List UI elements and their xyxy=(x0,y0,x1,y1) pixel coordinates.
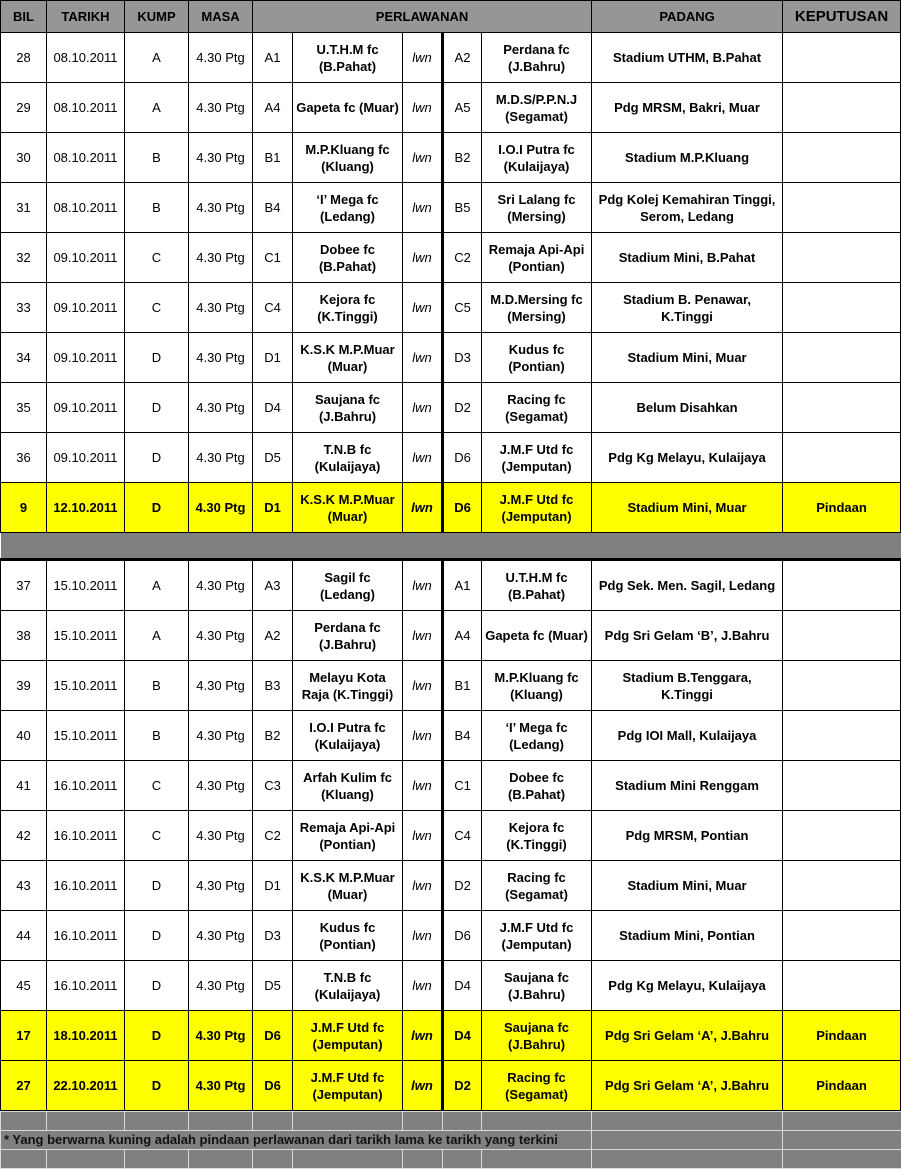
table-row xyxy=(1,711,901,761)
group-cell: C xyxy=(125,233,189,283)
result-cell: Pindaan xyxy=(783,483,901,533)
date-cell: 18.10.2011 xyxy=(47,1011,125,1061)
away-code-cell: C2 xyxy=(443,233,482,283)
versus-cell: lwn xyxy=(403,560,443,611)
table-row xyxy=(1,560,901,611)
away-code-cell: D2 xyxy=(443,383,482,433)
versus-cell: lwn xyxy=(403,33,443,83)
home-team-cell: Melayu Kota Raja (K.Tinggi) xyxy=(293,661,403,711)
home-team-cell: Saujana fc (J.Bahru) xyxy=(293,383,403,433)
group-cell: A xyxy=(125,611,189,661)
table-row xyxy=(1,233,901,283)
away-code-cell: A5 xyxy=(443,83,482,133)
result-cell xyxy=(783,283,901,333)
venue-cell: Pdg Sri Gelam ‘A’, J.Bahru xyxy=(592,1061,783,1111)
home-team-cell: Remaja Api-Api (Pontian) xyxy=(293,811,403,861)
away-code-cell: B4 xyxy=(443,711,482,761)
venue-cell: Pdg Kg Melayu, Kulaijaya xyxy=(592,433,783,483)
time-cell: 4.30 Ptg xyxy=(189,433,253,483)
away-team-cell: J.M.F Utd fc (Jemputan) xyxy=(482,433,592,483)
footer-table xyxy=(0,1111,901,1169)
venue-cell: Pdg IOI Mall, Kulaijaya xyxy=(592,711,783,761)
bil-cell: 31 xyxy=(1,183,47,233)
time-cell: 4.30 Ptg xyxy=(189,1061,253,1111)
home-team-cell: K.S.K M.P.Muar (Muar) xyxy=(293,483,403,533)
home-code-cell: D1 xyxy=(253,333,293,383)
table-row xyxy=(1,811,901,861)
bil-cell: 42 xyxy=(1,811,47,861)
group-cell: B xyxy=(125,661,189,711)
table-row xyxy=(1,761,901,811)
bil-cell: 40 xyxy=(1,711,47,761)
time-cell: 4.30 Ptg xyxy=(189,333,253,383)
result-cell xyxy=(783,861,901,911)
time-cell: 4.30 Ptg xyxy=(189,961,253,1011)
home-team-cell: J.M.F Utd fc (Jemputan) xyxy=(293,1011,403,1061)
bil-cell: 39 xyxy=(1,661,47,711)
table-row xyxy=(1,661,901,711)
away-code-cell: D4 xyxy=(443,1011,482,1061)
away-team-cell: Sri Lalang fc (Mersing) xyxy=(482,183,592,233)
group-cell: D xyxy=(125,433,189,483)
date-cell: 16.10.2011 xyxy=(47,761,125,811)
away-code-cell: D6 xyxy=(443,911,482,961)
table-row xyxy=(1,961,901,1011)
venue-cell: Pdg Kg Melayu, Kulaijaya xyxy=(592,961,783,1011)
away-code-cell: B5 xyxy=(443,183,482,233)
col-bil: BIL xyxy=(1,1,47,33)
date-cell: 09.10.2011 xyxy=(47,333,125,383)
home-team-cell: U.T.H.M fc (B.Pahat) xyxy=(293,33,403,83)
group-cell: D xyxy=(125,383,189,433)
home-code-cell: B3 xyxy=(253,661,293,711)
away-team-cell: Perdana fc (J.Bahru) xyxy=(482,33,592,83)
table-row xyxy=(1,1061,901,1111)
home-code-cell: B4 xyxy=(253,183,293,233)
versus-cell: lwn xyxy=(403,811,443,861)
table-row xyxy=(1,1011,901,1061)
venue-cell: Pdg MRSM, Bakri, Muar xyxy=(592,83,783,133)
separator xyxy=(1,533,901,560)
result-cell: Pindaan xyxy=(783,1011,901,1061)
home-code-cell: D6 xyxy=(253,1061,293,1111)
time-cell: 4.30 Ptg xyxy=(189,483,253,533)
home-team-cell: ‘I’ Mega fc (Ledang) xyxy=(293,183,403,233)
away-code-cell: D2 xyxy=(443,861,482,911)
date-cell: 15.10.2011 xyxy=(47,611,125,661)
result-cell xyxy=(783,383,901,433)
result-cell xyxy=(783,83,901,133)
date-cell: 22.10.2011 xyxy=(47,1061,125,1111)
venue-cell: Stadium Mini, Muar xyxy=(592,333,783,383)
bil-cell: 36 xyxy=(1,433,47,483)
result-cell xyxy=(783,433,901,483)
date-cell: 16.10.2011 xyxy=(47,861,125,911)
table-row xyxy=(1,383,901,433)
group-cell: A xyxy=(125,560,189,611)
venue-cell: Pdg Sri Gelam ‘B’, J.Bahru xyxy=(592,611,783,661)
away-team-cell: Saujana fc (J.Bahru) xyxy=(482,961,592,1011)
result-cell: Pindaan xyxy=(783,1061,901,1111)
group-cell: B xyxy=(125,711,189,761)
col-masa: MASA xyxy=(189,1,253,33)
home-code-cell: A4 xyxy=(253,83,293,133)
bil-cell: 27 xyxy=(1,1061,47,1111)
home-team-cell: I.O.I Putra fc (Kulaijaya) xyxy=(293,711,403,761)
venue-cell: Stadium B.Tenggara, K.Tinggi xyxy=(592,661,783,711)
home-code-cell: D5 xyxy=(253,433,293,483)
away-code-cell: C1 xyxy=(443,761,482,811)
date-cell: 16.10.2011 xyxy=(47,811,125,861)
versus-cell: lwn xyxy=(403,183,443,233)
home-team-cell: Kejora fc (K.Tinggi) xyxy=(293,283,403,333)
result-cell xyxy=(783,133,901,183)
date-cell: 16.10.2011 xyxy=(47,911,125,961)
away-team-cell: I.O.I Putra fc (Kulaijaya) xyxy=(482,133,592,183)
time-cell: 4.30 Ptg xyxy=(189,711,253,761)
home-team-cell: T.N.B fc (Kulaijaya) xyxy=(293,961,403,1011)
time-cell: 4.30 Ptg xyxy=(189,611,253,661)
table-row xyxy=(1,483,901,533)
table-row xyxy=(1,611,901,661)
away-team-cell: J.M.F Utd fc (Jemputan) xyxy=(482,483,592,533)
group-cell: D xyxy=(125,1061,189,1111)
time-cell: 4.30 Ptg xyxy=(189,861,253,911)
home-code-cell: D1 xyxy=(253,483,293,533)
result-cell xyxy=(783,33,901,83)
time-cell: 4.30 Ptg xyxy=(189,33,253,83)
result-cell xyxy=(783,560,901,611)
result-cell xyxy=(783,233,901,283)
home-team-cell: K.S.K M.P.Muar (Muar) xyxy=(293,333,403,383)
date-cell: 15.10.2011 xyxy=(47,560,125,611)
bil-cell: 43 xyxy=(1,861,47,911)
versus-cell: lwn xyxy=(403,911,443,961)
versus-cell: lwn xyxy=(403,283,443,333)
time-cell: 4.30 Ptg xyxy=(189,560,253,611)
venue-cell: Stadium Mini, Muar xyxy=(592,483,783,533)
away-team-cell: Racing fc (Segamat) xyxy=(482,861,592,911)
date-cell: 16.10.2011 xyxy=(47,961,125,1011)
versus-cell: lwn xyxy=(403,483,443,533)
section-1 xyxy=(1,33,901,533)
versus-cell: lwn xyxy=(403,861,443,911)
bil-cell: 28 xyxy=(1,33,47,83)
away-team-cell: ‘I’ Mega fc (Ledang) xyxy=(482,711,592,761)
versus-cell: lwn xyxy=(403,711,443,761)
venue-cell: Stadium Mini, B.Pahat xyxy=(592,233,783,283)
date-cell: 09.10.2011 xyxy=(47,233,125,283)
versus-cell: lwn xyxy=(403,433,443,483)
bil-cell: 34 xyxy=(1,333,47,383)
col-kump: KUMP xyxy=(125,1,189,33)
group-cell: A xyxy=(125,83,189,133)
section-2 xyxy=(1,560,901,1111)
versus-cell: lwn xyxy=(403,1011,443,1061)
versus-cell: lwn xyxy=(403,333,443,383)
away-team-cell: Kejora fc (K.Tinggi) xyxy=(482,811,592,861)
date-cell: 08.10.2011 xyxy=(47,183,125,233)
away-team-cell: Racing fc (Segamat) xyxy=(482,383,592,433)
away-team-cell: Remaja Api-Api (Pontian) xyxy=(482,233,592,283)
versus-cell: lwn xyxy=(403,661,443,711)
bil-cell: 37 xyxy=(1,560,47,611)
versus-cell: lwn xyxy=(403,961,443,1011)
result-cell xyxy=(783,661,901,711)
versus-cell: lwn xyxy=(403,1061,443,1111)
away-code-cell: B1 xyxy=(443,661,482,711)
venue-cell: Stadium Mini, Pontian xyxy=(592,911,783,961)
away-team-cell: U.T.H.M fc (B.Pahat) xyxy=(482,560,592,611)
time-cell: 4.30 Ptg xyxy=(189,761,253,811)
time-cell: 4.30 Ptg xyxy=(189,283,253,333)
home-team-cell: Dobee fc (B.Pahat) xyxy=(293,233,403,283)
table-row xyxy=(1,183,901,233)
versus-cell: lwn xyxy=(403,83,443,133)
away-code-cell: A1 xyxy=(443,560,482,611)
time-cell: 4.30 Ptg xyxy=(189,233,253,283)
group-cell: C xyxy=(125,283,189,333)
date-cell: 15.10.2011 xyxy=(47,711,125,761)
table-row xyxy=(1,433,901,483)
group-cell: D xyxy=(125,1011,189,1061)
away-code-cell: A4 xyxy=(443,611,482,661)
col-perlawanan: PERLAWANAN xyxy=(253,1,592,33)
group-cell: D xyxy=(125,911,189,961)
table-row xyxy=(1,33,901,83)
table-row xyxy=(1,333,901,383)
home-code-cell: B2 xyxy=(253,711,293,761)
group-cell: D xyxy=(125,961,189,1011)
away-team-cell: Saujana fc (J.Bahru) xyxy=(482,1011,592,1061)
footer-note-row xyxy=(1,1131,901,1150)
result-cell xyxy=(783,711,901,761)
date-cell: 09.10.2011 xyxy=(47,433,125,483)
bil-cell: 33 xyxy=(1,283,47,333)
home-team-cell: T.N.B fc (Kulaijaya) xyxy=(293,433,403,483)
venue-cell: Pdg Sri Gelam ‘A’, J.Bahru xyxy=(592,1011,783,1061)
home-team-cell: Kudus fc (Pontian) xyxy=(293,911,403,961)
versus-cell: lwn xyxy=(403,383,443,433)
group-cell: B xyxy=(125,183,189,233)
away-code-cell: D4 xyxy=(443,961,482,1011)
home-code-cell: C1 xyxy=(253,233,293,283)
group-cell: C xyxy=(125,811,189,861)
date-cell: 12.10.2011 xyxy=(47,483,125,533)
footer-blank-row xyxy=(1,1112,901,1131)
group-cell: C xyxy=(125,761,189,811)
date-cell: 08.10.2011 xyxy=(47,133,125,183)
group-cell: D xyxy=(125,861,189,911)
away-code-cell: A2 xyxy=(443,33,482,83)
away-code-cell: D6 xyxy=(443,433,482,483)
result-cell xyxy=(783,611,901,661)
home-code-cell: C4 xyxy=(253,283,293,333)
date-cell: 08.10.2011 xyxy=(47,83,125,133)
table-row xyxy=(1,861,901,911)
group-cell: D xyxy=(125,483,189,533)
result-cell xyxy=(783,911,901,961)
away-code-cell: D2 xyxy=(443,1061,482,1111)
bil-cell: 45 xyxy=(1,961,47,1011)
result-cell xyxy=(783,811,901,861)
section-separator xyxy=(1,533,901,560)
away-team-cell: Kudus fc (Pontian) xyxy=(482,333,592,383)
bil-cell: 41 xyxy=(1,761,47,811)
bil-cell: 32 xyxy=(1,233,47,283)
away-team-cell: Dobee fc (B.Pahat) xyxy=(482,761,592,811)
date-cell: 15.10.2011 xyxy=(47,661,125,711)
group-cell: D xyxy=(125,333,189,383)
bil-cell: 30 xyxy=(1,133,47,183)
bil-cell: 9 xyxy=(1,483,47,533)
result-cell xyxy=(783,333,901,383)
venue-cell: Stadium UTHM, B.Pahat xyxy=(592,33,783,83)
home-code-cell: A2 xyxy=(253,611,293,661)
away-code-cell: B2 xyxy=(443,133,482,183)
away-code-cell: C4 xyxy=(443,811,482,861)
away-team-cell: Gapeta fc (Muar) xyxy=(482,611,592,661)
away-code-cell: C5 xyxy=(443,283,482,333)
date-cell: 09.10.2011 xyxy=(47,283,125,333)
versus-cell: lwn xyxy=(403,233,443,283)
versus-cell: lwn xyxy=(403,761,443,811)
footnote: * Yang berwarna kuning adalah pindaan perlawanan dari tarikh lama ke tarikh yang terkini xyxy=(1,1131,592,1150)
table-row xyxy=(1,911,901,961)
home-team-cell: K.S.K M.P.Muar (Muar) xyxy=(293,861,403,911)
home-team-cell: Sagil fc (Ledang) xyxy=(293,560,403,611)
time-cell: 4.30 Ptg xyxy=(189,183,253,233)
home-code-cell: D3 xyxy=(253,911,293,961)
home-team-cell: Arfah Kulim fc (Kluang) xyxy=(293,761,403,811)
time-cell: 4.30 Ptg xyxy=(189,383,253,433)
bil-cell: 35 xyxy=(1,383,47,433)
home-team-cell: J.M.F Utd fc (Jemputan) xyxy=(293,1061,403,1111)
group-cell: A xyxy=(125,33,189,83)
home-code-cell: D5 xyxy=(253,961,293,1011)
venue-cell: Stadium Mini Renggam xyxy=(592,761,783,811)
away-team-cell: Racing fc (Segamat) xyxy=(482,1061,592,1111)
versus-cell: lwn xyxy=(403,611,443,661)
home-code-cell: B1 xyxy=(253,133,293,183)
home-team-cell: M.P.Kluang fc (Kluang) xyxy=(293,133,403,183)
time-cell: 4.30 Ptg xyxy=(189,83,253,133)
home-code-cell: D1 xyxy=(253,861,293,911)
col-tarikh: TARIKH xyxy=(47,1,125,33)
result-cell xyxy=(783,761,901,811)
bil-cell: 29 xyxy=(1,83,47,133)
home-code-cell: D4 xyxy=(253,383,293,433)
home-code-cell: A3 xyxy=(253,560,293,611)
venue-cell: Belum Disahkan xyxy=(592,383,783,433)
versus-cell: lwn xyxy=(403,133,443,183)
col-padang: PADANG xyxy=(592,1,783,33)
home-team-cell: Gapeta fc (Muar) xyxy=(293,83,403,133)
table-row xyxy=(1,133,901,183)
time-cell: 4.30 Ptg xyxy=(189,911,253,961)
time-cell: 4.30 Ptg xyxy=(189,133,253,183)
result-cell xyxy=(783,961,901,1011)
group-cell: B xyxy=(125,133,189,183)
footer-blank-row xyxy=(1,1150,901,1169)
bil-cell: 38 xyxy=(1,611,47,661)
home-code-cell: C2 xyxy=(253,811,293,861)
header-row xyxy=(1,1,901,33)
time-cell: 4.30 Ptg xyxy=(189,661,253,711)
home-code-cell: C3 xyxy=(253,761,293,811)
result-cell xyxy=(783,183,901,233)
venue-cell: Pdg MRSM, Pontian xyxy=(592,811,783,861)
home-code-cell: D6 xyxy=(253,1011,293,1061)
venue-cell: Pdg Kolej Kemahiran Tinggi, Serom, Ledang xyxy=(592,183,783,233)
table-row xyxy=(1,283,901,333)
away-code-cell: D6 xyxy=(443,483,482,533)
venue-cell: Stadium M.P.Kluang xyxy=(592,133,783,183)
away-team-cell: M.P.Kluang fc (Kluang) xyxy=(482,661,592,711)
bil-cell: 17 xyxy=(1,1011,47,1061)
date-cell: 09.10.2011 xyxy=(47,383,125,433)
time-cell: 4.30 Ptg xyxy=(189,811,253,861)
time-cell: 4.30 Ptg xyxy=(189,1011,253,1061)
bil-cell: 44 xyxy=(1,911,47,961)
away-team-cell: M.D.Mersing fc (Mersing) xyxy=(482,283,592,333)
venue-cell: Pdg Sek. Men. Sagil, Ledang xyxy=(592,560,783,611)
col-keputusan: KEPUTUSAN xyxy=(783,1,901,33)
venue-cell: Stadium Mini, Muar xyxy=(592,861,783,911)
away-team-cell: M.D.S/P.P.N.J (Segamat) xyxy=(482,83,592,133)
away-code-cell: D3 xyxy=(443,333,482,383)
venue-cell: Stadium B. Penawar, K.Tinggi xyxy=(592,283,783,333)
date-cell: 08.10.2011 xyxy=(47,33,125,83)
table-row xyxy=(1,83,901,133)
home-code-cell: A1 xyxy=(253,33,293,83)
away-team-cell: J.M.F Utd fc (Jemputan) xyxy=(482,911,592,961)
home-team-cell: Perdana fc (J.Bahru) xyxy=(293,611,403,661)
